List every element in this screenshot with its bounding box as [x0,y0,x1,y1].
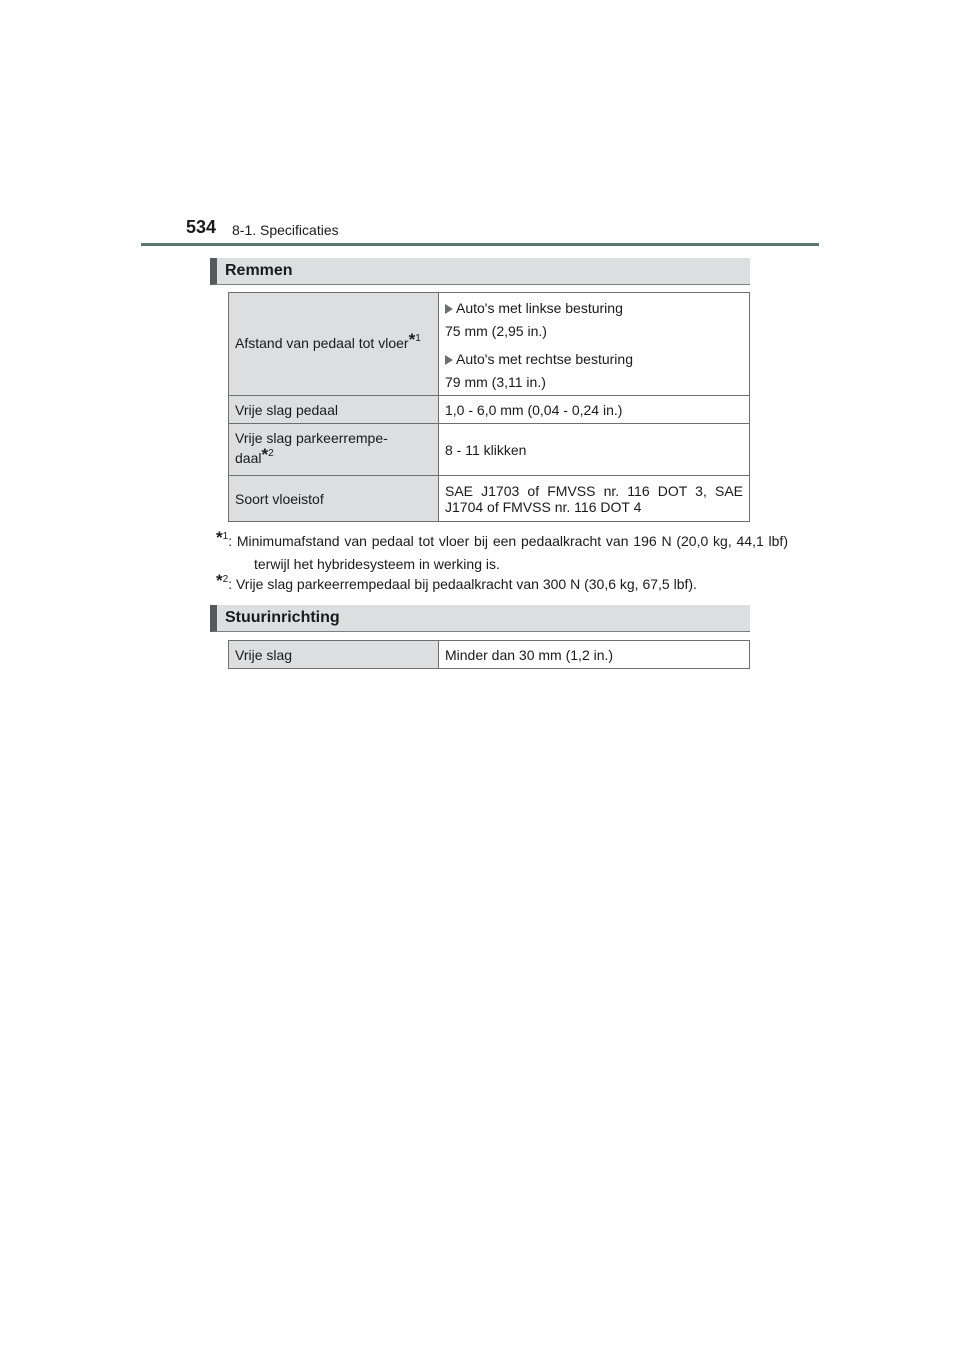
row-label [229,293,439,396]
asterisk-mark: * [216,571,223,590]
row-value [439,293,750,396]
row-value: SAE J1703 of FMVSS nr. 116 DOT 3, SAE J1704 of FMVSS nr. 116 DOT 4 [439,476,750,522]
row-label: Vrije slag [229,641,439,669]
label-text: Afstand van pedaal tot vloer [235,334,409,351]
footnote [216,573,788,597]
bullet-item [445,300,743,323]
bullet-item [445,351,743,374]
footnote-number: 1 [222,531,229,542]
header-rule [141,243,819,246]
table-row [229,293,750,396]
row-value: Minder dan 30 mm (1,2 in.) [439,641,750,669]
footnote-text: : Vrije slag parkeerrempedaal bij pedaalkracht van 300 N (30,6 kg, 67,5 lbf). [228,576,697,592]
footnote-number: 2 [268,448,274,459]
section-title: Remmen [225,262,293,279]
table-row [229,396,750,424]
chapter-title: 8-1. Specificaties [232,222,339,238]
table-row [229,641,750,669]
section-heading-steering [210,605,750,632]
section-title: Stuurinrichting [225,609,340,626]
footnote-text: : Minimumafstand van pedaal tot vloer bij een pedaalkracht van 196 N (20,0 kg, 44,1 lbf) terwijl het hybridesysteem in werking is. [228,533,788,572]
asterisk-mark: * [216,528,223,547]
row-label: Vrije slag pedaal [229,396,439,424]
footnote-number: 1 [415,332,421,344]
bullet-text: Auto's met rechtse besturing [456,350,633,367]
asterisk-mark: * [408,329,416,349]
footnote [216,530,788,575]
triangle-bullet-icon [445,304,453,314]
footnote-number: 2 [222,574,229,585]
label-text: daal [235,450,262,466]
page-number: 534 [186,217,217,237]
triangle-bullet-icon [445,355,453,365]
row-label: Soort vloeistof [229,476,439,522]
brakes-spec-table [228,292,750,522]
table-row [229,476,750,522]
steering-spec-table [228,640,750,669]
row-value: 8 - 11 klikken [439,424,750,476]
value-text: 75 mm (2,95 in.) [445,322,547,339]
label-text: Vrije slag parkeerrempe- [235,430,388,446]
table-row [229,424,750,476]
value-text: 79 mm (3,11 in.) [445,373,546,390]
asterisk-mark: * [261,445,269,464]
row-value: 1,0 - 6,0 mm (0,04 - 0,24 in.) [439,396,750,424]
row-label [229,424,439,476]
section-heading-brakes [210,258,750,285]
bullet-text: Auto's met linkse besturing [456,299,623,316]
